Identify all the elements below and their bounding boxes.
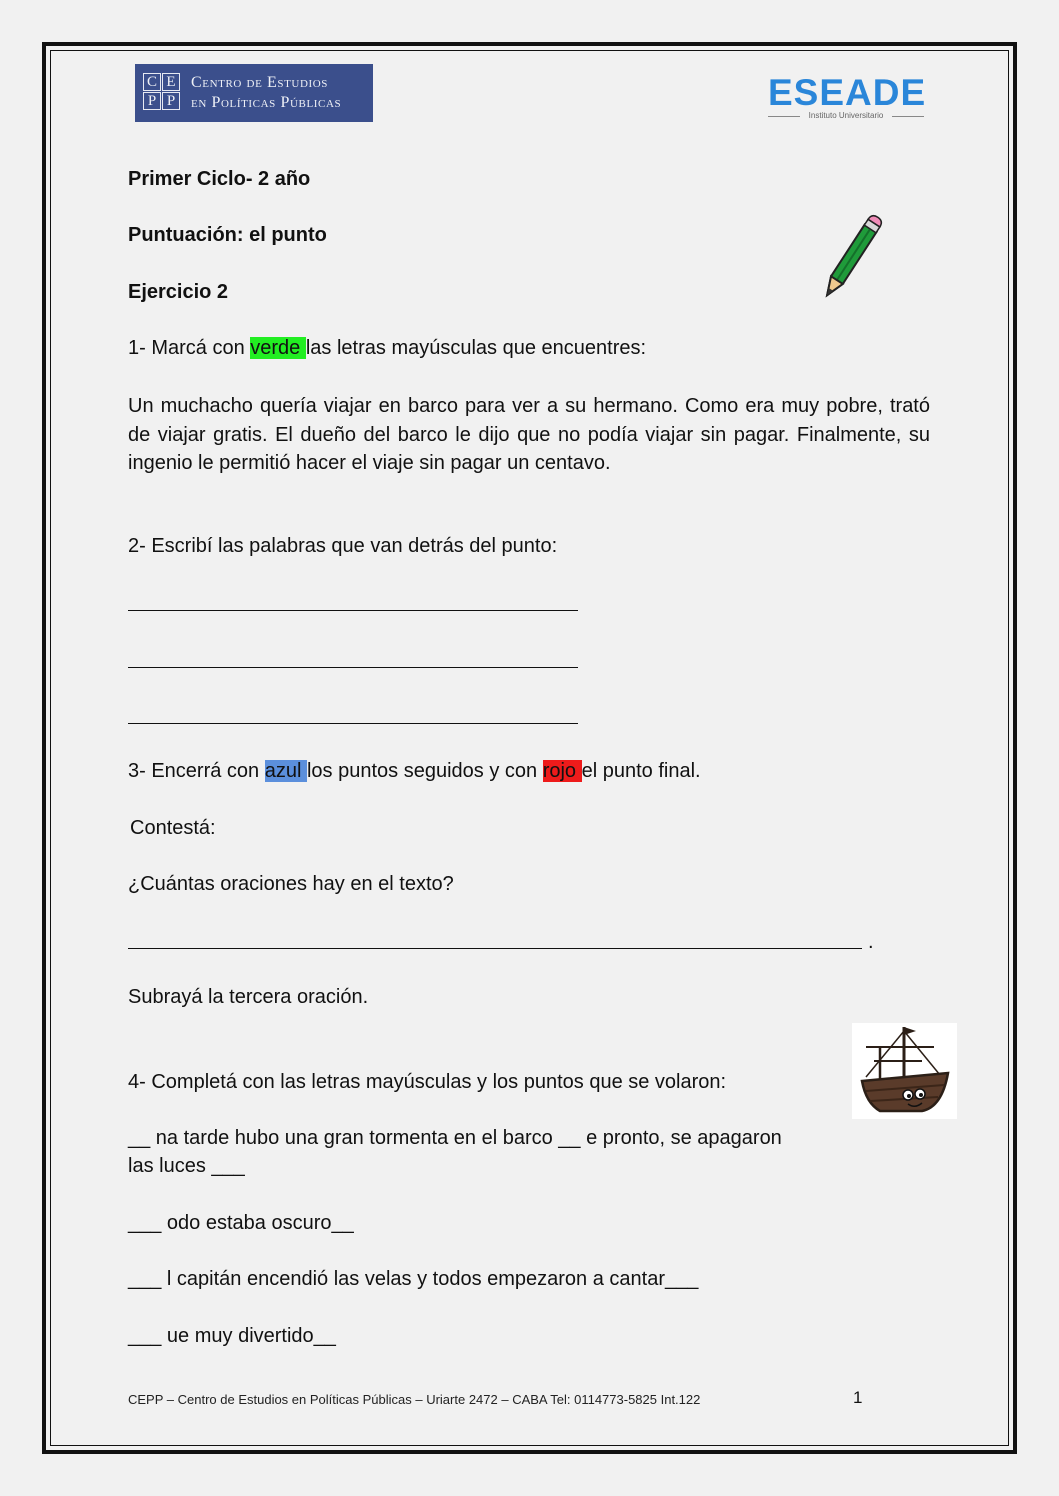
fill-line-1: __ na tarde hubo una gran tormenta en el barco __ e pronto, se apagaron [128, 1127, 782, 1149]
exercise-heading: Ejercicio 2 [128, 281, 229, 303]
cepp-letter: P [162, 92, 180, 110]
cepp-name-line1: Centro de Estudios [191, 74, 329, 91]
cepp-letter: P [143, 92, 161, 110]
cepp-logo [135, 64, 373, 122]
divider [768, 116, 800, 117]
sentence-count-question: ¿Cuántas oraciones hay en el texto? [128, 873, 454, 895]
question-2: 2- Escribí las palabras que van detrás del punto: [128, 535, 558, 557]
fill-line-5: ___ ue muy divertido__ [128, 1325, 336, 1347]
q1-highlight-green: verde [250, 337, 306, 359]
cycle-heading: Primer Ciclo- 2 año [128, 168, 311, 190]
divider [892, 116, 924, 117]
footer-text: CEPP – Centro de Estudios en Políticas Públicas – Uriarte 2472 – CABA Tel: 0114773-5825 Int.122 [128, 1392, 701, 1407]
eseade-subtitle: Instituto Universitario [808, 111, 884, 120]
fill-line-2: las luces ___ [128, 1155, 245, 1177]
answer-line[interactable] [128, 723, 578, 724]
q3-text-after: el punto final. [581, 760, 701, 782]
q3-highlight-red: rojo [542, 760, 582, 782]
q3-text-before: 3- Encerrá con [128, 760, 265, 782]
page-number: 1 [853, 1388, 863, 1407]
question-4: 4- Completá con las letras mayúsculas y los puntos que se volaron: [128, 1071, 727, 1093]
passage: Un muchacho quería viajar en barco para ver a su hermano. Como era muy pobre, trató de viajar gratis. El dueño del barco le dijo que no podía viajar sin pagar. Finalmente, su ingenio le permitió hacer el viaje sin pagar un centavo. [128, 395, 930, 474]
underline-instruction: Subrayá la tercera oración. [128, 986, 369, 1008]
eseade-logo: ESEADE [768, 72, 927, 113]
cepp-letter: E [162, 73, 180, 91]
question-1 [128, 336, 646, 360]
cepp-name-line2: en Políticas Públicas [191, 94, 342, 111]
q3-highlight-blue: azul [264, 760, 307, 782]
q1-text-before: 1- Marcá con [128, 337, 251, 359]
ship-icon [852, 1023, 957, 1119]
q3-text-middle: los puntos seguidos y con [306, 760, 543, 782]
fill-line-4: ___ l capitán encendió las velas y todos empezaron a cantar___ [128, 1268, 699, 1290]
cepp-letter: C [143, 73, 161, 91]
contesta-label: Contestá: [130, 817, 216, 839]
topic-heading: Puntuación: el punto [128, 224, 327, 246]
answer-line[interactable] [128, 948, 862, 949]
pencil-icon [812, 212, 888, 308]
answer-line[interactable] [128, 667, 578, 668]
question-3 [128, 759, 701, 783]
cepp-monogram [143, 73, 183, 113]
answer-line[interactable] [128, 610, 578, 611]
eseade-subtitle-row [768, 111, 924, 121]
q1-text-after: las letras mayúsculas que encuentres: [305, 337, 647, 359]
answer-period: . [868, 931, 874, 953]
fill-line-3: ___ odo estaba oscuro__ [128, 1212, 354, 1234]
